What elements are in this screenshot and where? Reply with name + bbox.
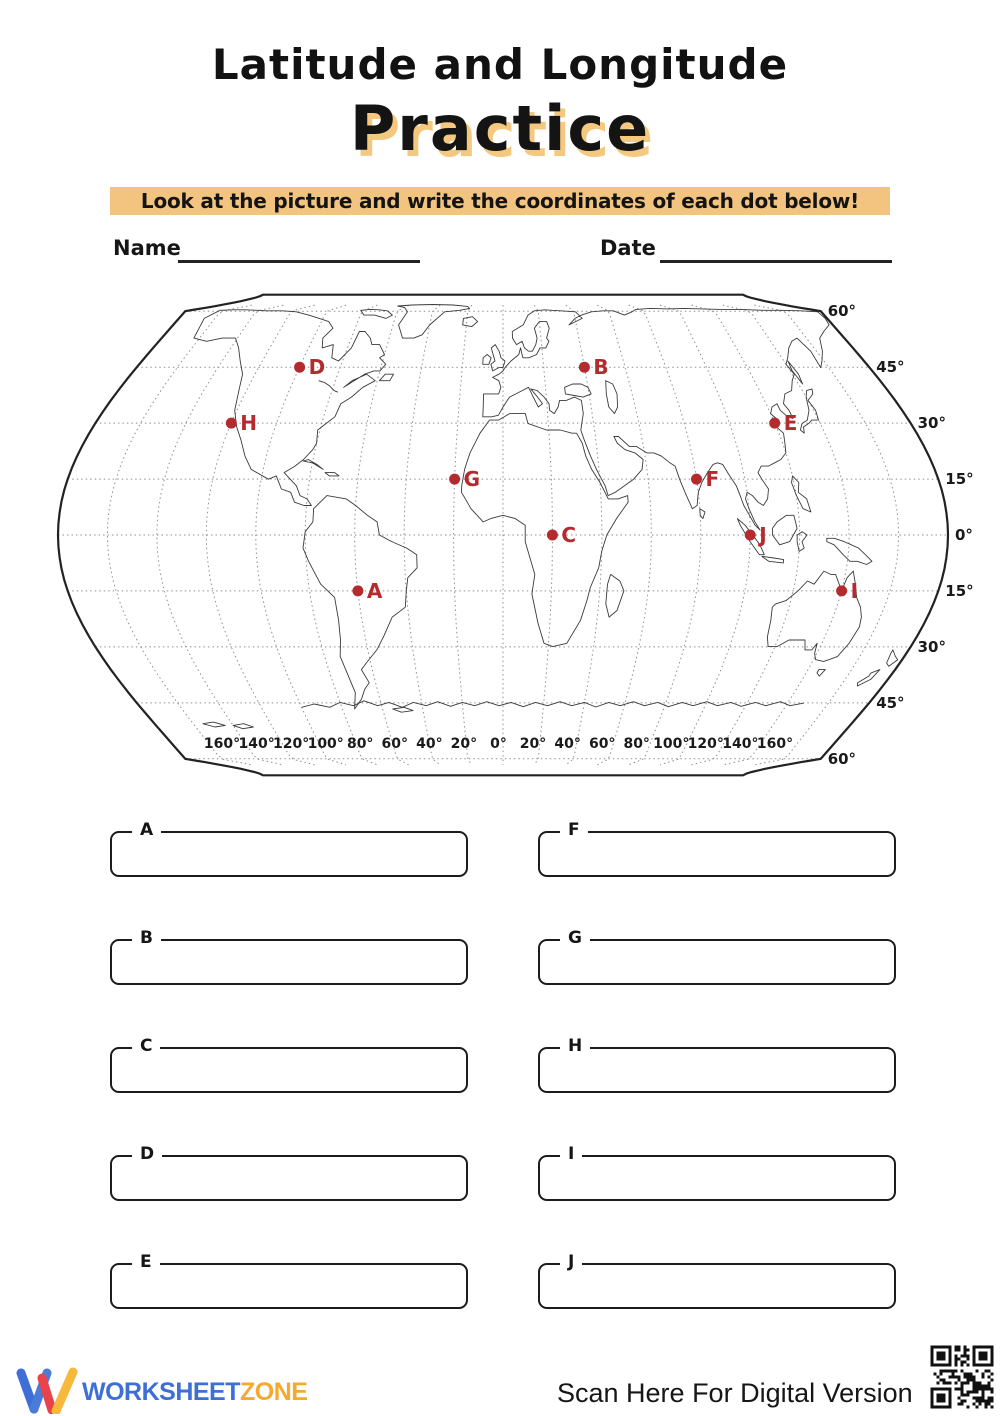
date-input-line[interactable] bbox=[660, 260, 892, 263]
map-dot-label-A: A bbox=[366, 578, 383, 603]
map-dot-label-I: I bbox=[850, 578, 859, 603]
map-dot-label-H: H bbox=[240, 411, 258, 436]
date-label: Date bbox=[600, 236, 656, 260]
map-dot-B bbox=[579, 362, 590, 373]
answer-box-F[interactable] bbox=[538, 820, 896, 877]
longitude-label: 140° bbox=[722, 736, 759, 752]
map-dot-H bbox=[226, 418, 237, 429]
map-longitude-labels bbox=[204, 736, 793, 752]
latitude-label: 60° bbox=[827, 302, 857, 321]
longitude-label: 20° bbox=[519, 736, 547, 752]
map-dot-J bbox=[745, 530, 756, 541]
answer-box-H[interactable] bbox=[538, 1036, 896, 1093]
longitude-label: 120° bbox=[687, 736, 724, 752]
longitude-label: 80° bbox=[346, 736, 374, 752]
map-gridlines bbox=[58, 305, 948, 765]
longitude-label: 160° bbox=[756, 736, 794, 752]
page-title-line1: Latitude and Longitude bbox=[211, 40, 789, 89]
answers-right-column bbox=[538, 820, 896, 1371]
latitude-label: 15° bbox=[945, 470, 974, 489]
answer-box-letter: C bbox=[132, 1036, 160, 1056]
brand-worksheet: WORKSHEET bbox=[82, 1378, 240, 1406]
world-map bbox=[0, 278, 1000, 783]
map-dot-label-F: F bbox=[705, 467, 720, 492]
answer-box-letter: I bbox=[560, 1144, 582, 1164]
longitude-label: 40° bbox=[416, 736, 443, 752]
answer-box-letter: G bbox=[560, 928, 590, 948]
latitude-label: 30° bbox=[917, 637, 946, 656]
map-dot-label-C: C bbox=[561, 523, 577, 547]
answer-box-I[interactable] bbox=[538, 1144, 896, 1201]
answer-box-letter: J bbox=[560, 1252, 582, 1272]
latitude-label: 45° bbox=[876, 693, 905, 712]
answers-left-column bbox=[110, 820, 468, 1371]
scan-here-text: Scan Here For Digital Version bbox=[557, 1378, 913, 1408]
answer-box-letter: D bbox=[132, 1144, 162, 1164]
answer-box-D[interactable] bbox=[110, 1144, 468, 1201]
map-dot-label-B: B bbox=[593, 355, 609, 380]
longitude-label: 120° bbox=[272, 736, 310, 752]
name-input-line[interactable] bbox=[178, 260, 420, 263]
longitude-label: 100° bbox=[307, 736, 344, 752]
map-dot-E bbox=[769, 418, 780, 429]
map-dot-A bbox=[352, 585, 363, 596]
map-dot-D bbox=[294, 362, 305, 373]
map-dot-label-J: J bbox=[759, 523, 767, 547]
answer-box-letter: E bbox=[132, 1252, 160, 1272]
longitude-label: 140° bbox=[238, 736, 275, 752]
answer-box-E[interactable] bbox=[110, 1252, 468, 1309]
instruction-banner: Look at the picture and write the coordinates of each dot below! bbox=[110, 187, 890, 215]
longitude-label: 60° bbox=[588, 736, 616, 752]
brand-zone: ZONE bbox=[240, 1378, 308, 1406]
map-dot-G bbox=[449, 474, 460, 485]
longitude-label: 160° bbox=[203, 736, 241, 752]
longitude-label: 80° bbox=[623, 736, 650, 752]
worksheetzone-brand bbox=[82, 1378, 307, 1407]
longitude-label: 100° bbox=[653, 736, 690, 752]
map-dot-label-G: G bbox=[463, 467, 481, 492]
answer-box-C[interactable] bbox=[110, 1036, 468, 1093]
qr-code bbox=[929, 1344, 995, 1410]
answer-box-letter: A bbox=[132, 820, 161, 840]
answer-box-B[interactable] bbox=[110, 928, 468, 985]
answer-box-A[interactable] bbox=[110, 820, 468, 877]
name-date-row bbox=[0, 236, 1000, 270]
name-label: Name bbox=[113, 236, 181, 260]
answer-box-G[interactable] bbox=[538, 928, 896, 985]
latitude-label: 45° bbox=[876, 358, 905, 377]
longitude-label: 20° bbox=[450, 736, 478, 752]
worksheetzone-logo-icon bbox=[16, 1366, 78, 1414]
answer-box-letter: F bbox=[560, 820, 588, 840]
latitude-label: 60° bbox=[827, 749, 857, 768]
latitude-label: 30° bbox=[917, 414, 946, 433]
longitude-label: 0° bbox=[490, 736, 507, 752]
longitude-label: 40° bbox=[554, 736, 581, 752]
map-dot-C bbox=[547, 530, 558, 541]
map-dot-I bbox=[836, 585, 847, 596]
answer-box-letter: B bbox=[132, 928, 161, 948]
latitude-label: 15° bbox=[945, 581, 974, 600]
latitude-label: 0° bbox=[955, 526, 973, 544]
map-dot-label-D: D bbox=[308, 355, 326, 380]
page-title-line2: Practice bbox=[349, 92, 651, 165]
answer-box-letter: H bbox=[560, 1036, 590, 1056]
answer-box-J[interactable] bbox=[538, 1252, 896, 1309]
map-dot-label-E: E bbox=[783, 411, 798, 436]
map-dot-F bbox=[691, 474, 702, 485]
longitude-label: 60° bbox=[381, 736, 409, 752]
